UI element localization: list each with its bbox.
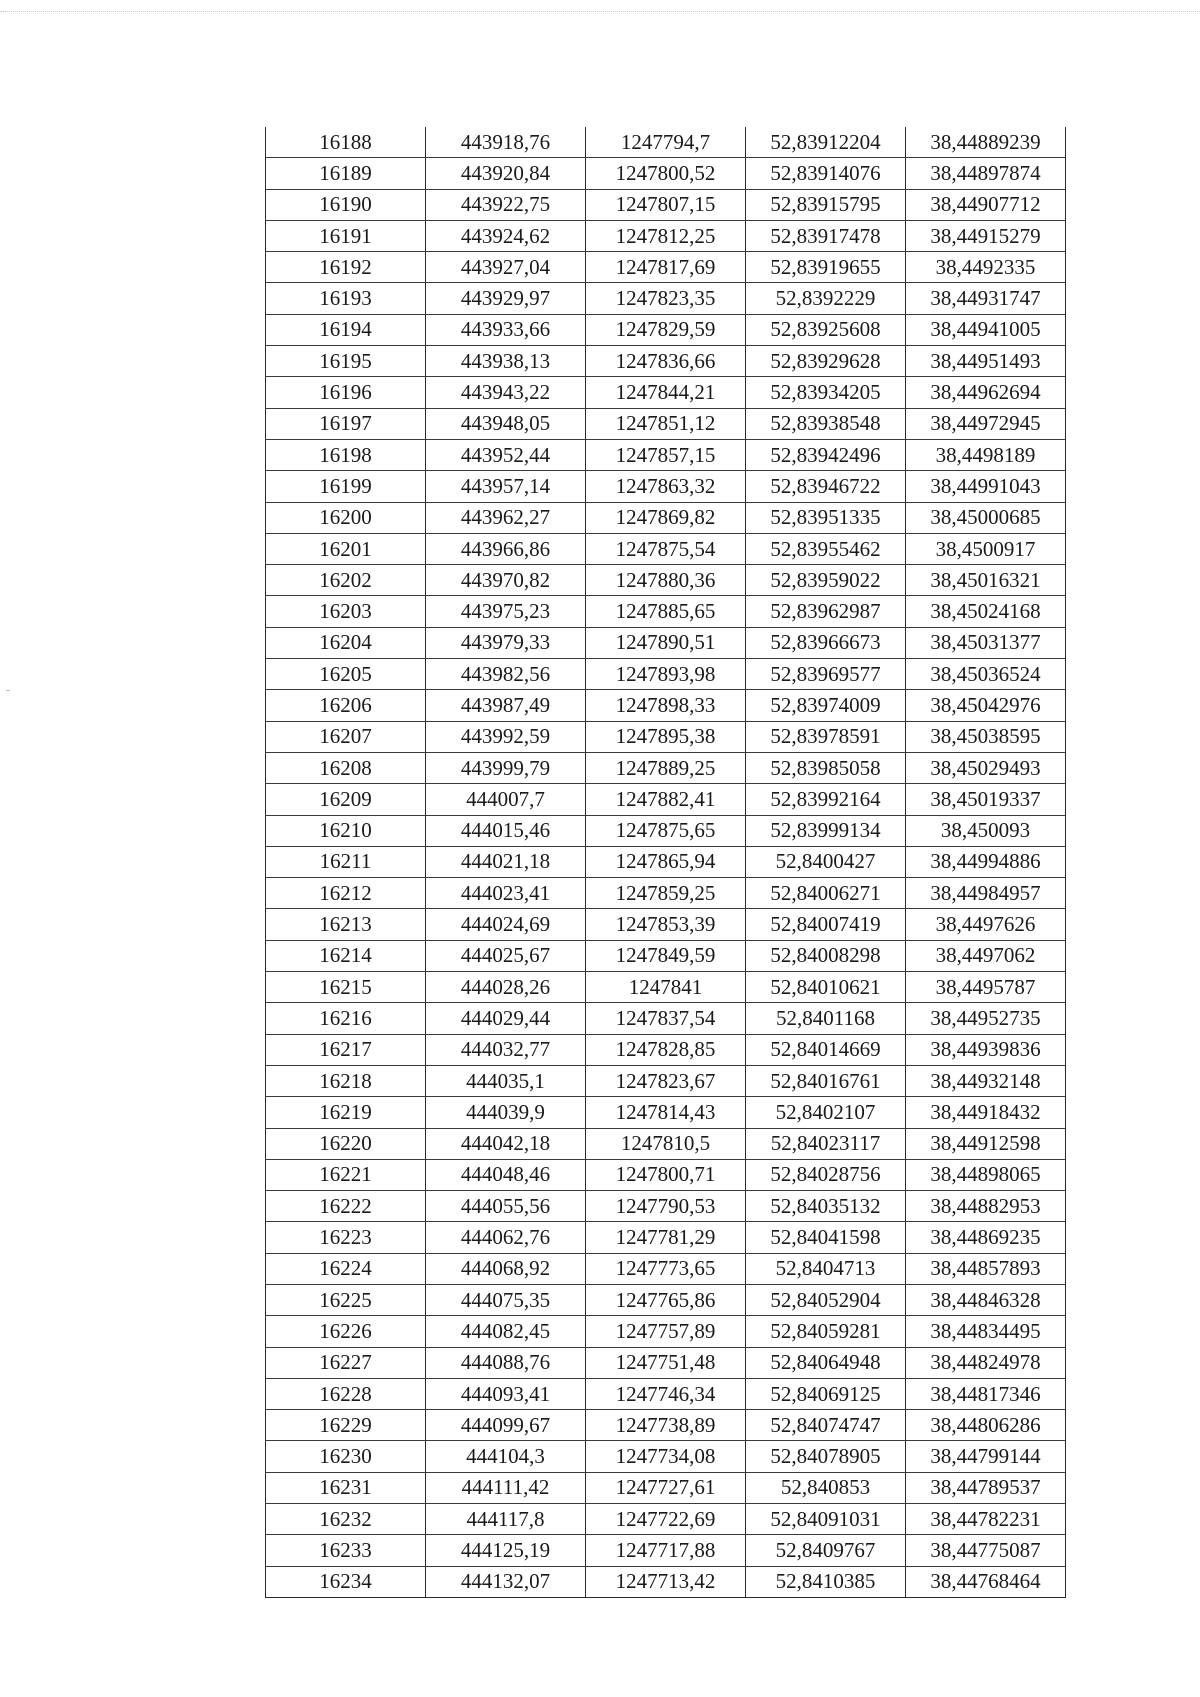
latitude-cell: 52,8410385 xyxy=(746,1566,906,1597)
y-coordinate-cell: 1247746,34 xyxy=(586,1378,746,1409)
y-coordinate-cell: 1247880,36 xyxy=(586,565,746,596)
point-number-cell: 16192 xyxy=(266,252,426,283)
longitude-cell: 38,4500917 xyxy=(906,533,1066,564)
latitude-cell: 52,84035132 xyxy=(746,1191,906,1222)
latitude-cell: 52,83985058 xyxy=(746,752,906,783)
point-number-cell: 16225 xyxy=(266,1284,426,1315)
y-coordinate-cell: 1247895,38 xyxy=(586,721,746,752)
longitude-cell: 38,4497626 xyxy=(906,909,1066,940)
table-row xyxy=(266,784,1066,815)
latitude-cell: 52,84006271 xyxy=(746,878,906,909)
y-coordinate-cell: 1247844,21 xyxy=(586,377,746,408)
table-row xyxy=(266,909,1066,940)
y-coordinate-cell: 1247717,88 xyxy=(586,1535,746,1566)
table-row xyxy=(266,1034,1066,1065)
longitude-cell: 38,44782231 xyxy=(906,1504,1066,1535)
latitude-cell: 52,840853 xyxy=(746,1472,906,1503)
point-number-cell: 16200 xyxy=(266,502,426,533)
longitude-cell: 38,44857893 xyxy=(906,1253,1066,1284)
table-row xyxy=(266,659,1066,690)
point-number-cell: 16215 xyxy=(266,972,426,1003)
y-coordinate-cell: 1247863,32 xyxy=(586,471,746,502)
y-coordinate-cell: 1247807,15 xyxy=(586,189,746,220)
y-coordinate-cell: 1247817,69 xyxy=(586,252,746,283)
y-coordinate-cell: 1247898,33 xyxy=(586,690,746,721)
longitude-cell: 38,44834495 xyxy=(906,1316,1066,1347)
point-number-cell: 16222 xyxy=(266,1191,426,1222)
x-coordinate-cell: 443918,76 xyxy=(426,127,586,158)
point-number-cell: 16189 xyxy=(266,158,426,189)
scan-edge-line xyxy=(0,11,1200,12)
point-number-cell: 16226 xyxy=(266,1316,426,1347)
point-number-cell: 16199 xyxy=(266,471,426,502)
table-row xyxy=(266,1003,1066,1034)
longitude-cell: 38,44768464 xyxy=(906,1566,1066,1597)
x-coordinate-cell: 443975,23 xyxy=(426,596,586,627)
table-row xyxy=(266,596,1066,627)
x-coordinate-cell: 444111,42 xyxy=(426,1472,586,1503)
table-row xyxy=(266,220,1066,251)
y-coordinate-cell: 1247851,12 xyxy=(586,408,746,439)
table-row xyxy=(266,283,1066,314)
y-coordinate-cell: 1247765,86 xyxy=(586,1284,746,1315)
point-number-cell: 16223 xyxy=(266,1222,426,1253)
point-number-cell: 16188 xyxy=(266,127,426,158)
longitude-cell: 38,44789537 xyxy=(906,1472,1066,1503)
y-coordinate-cell: 1247893,98 xyxy=(586,659,746,690)
x-coordinate-cell: 443992,59 xyxy=(426,721,586,752)
x-coordinate-cell: 443962,27 xyxy=(426,502,586,533)
y-coordinate-cell: 1247757,89 xyxy=(586,1316,746,1347)
table-row xyxy=(266,721,1066,752)
table-row xyxy=(266,1378,1066,1409)
y-coordinate-cell: 1247794,7 xyxy=(586,127,746,158)
latitude-cell: 52,84016761 xyxy=(746,1065,906,1096)
longitude-cell: 38,45031377 xyxy=(906,627,1066,658)
table-row xyxy=(266,1159,1066,1190)
longitude-cell: 38,45038595 xyxy=(906,721,1066,752)
longitude-cell: 38,44994886 xyxy=(906,846,1066,877)
latitude-cell: 52,83999134 xyxy=(746,815,906,846)
longitude-cell: 38,44817346 xyxy=(906,1378,1066,1409)
table-row xyxy=(266,1504,1066,1535)
x-coordinate-cell: 443920,84 xyxy=(426,158,586,189)
latitude-cell: 52,83992164 xyxy=(746,784,906,815)
table-row xyxy=(266,1347,1066,1378)
longitude-cell: 38,4492335 xyxy=(906,252,1066,283)
x-coordinate-cell: 444068,92 xyxy=(426,1253,586,1284)
x-coordinate-cell: 444125,19 xyxy=(426,1535,586,1566)
y-coordinate-cell: 1247849,59 xyxy=(586,940,746,971)
table-row xyxy=(266,1222,1066,1253)
table-row xyxy=(266,502,1066,533)
x-coordinate-cell: 443924,62 xyxy=(426,220,586,251)
longitude-cell: 38,44869235 xyxy=(906,1222,1066,1253)
x-coordinate-cell: 444132,07 xyxy=(426,1566,586,1597)
latitude-cell: 52,84074747 xyxy=(746,1410,906,1441)
point-number-cell: 16230 xyxy=(266,1441,426,1472)
longitude-cell: 38,45024168 xyxy=(906,596,1066,627)
latitude-cell: 52,83938548 xyxy=(746,408,906,439)
table-row xyxy=(266,1441,1066,1472)
table-row xyxy=(266,533,1066,564)
longitude-cell: 38,44806286 xyxy=(906,1410,1066,1441)
coordinates-table xyxy=(265,127,1066,1598)
y-coordinate-cell: 1247800,52 xyxy=(586,158,746,189)
point-number-cell: 16209 xyxy=(266,784,426,815)
point-number-cell: 16194 xyxy=(266,314,426,345)
point-number-cell: 16224 xyxy=(266,1253,426,1284)
point-number-cell: 16232 xyxy=(266,1504,426,1535)
point-number-cell: 16211 xyxy=(266,846,426,877)
y-coordinate-cell: 1247727,61 xyxy=(586,1472,746,1503)
longitude-cell: 38,44962694 xyxy=(906,377,1066,408)
latitude-cell: 52,83934205 xyxy=(746,377,906,408)
point-number-cell: 16219 xyxy=(266,1097,426,1128)
latitude-cell: 52,84052904 xyxy=(746,1284,906,1315)
longitude-cell: 38,450093 xyxy=(906,815,1066,846)
x-coordinate-cell: 444029,44 xyxy=(426,1003,586,1034)
point-number-cell: 16233 xyxy=(266,1535,426,1566)
point-number-cell: 16217 xyxy=(266,1034,426,1065)
latitude-cell: 52,8400427 xyxy=(746,846,906,877)
longitude-cell: 38,44939836 xyxy=(906,1034,1066,1065)
longitude-cell: 38,44799144 xyxy=(906,1441,1066,1472)
table-row xyxy=(266,627,1066,658)
y-coordinate-cell: 1247722,69 xyxy=(586,1504,746,1535)
longitude-cell: 38,45036524 xyxy=(906,659,1066,690)
table-row xyxy=(266,1097,1066,1128)
x-coordinate-cell: 444035,1 xyxy=(426,1065,586,1096)
y-coordinate-cell: 1247890,51 xyxy=(586,627,746,658)
longitude-cell: 38,44897874 xyxy=(906,158,1066,189)
latitude-cell: 52,83919655 xyxy=(746,252,906,283)
y-coordinate-cell: 1247823,35 xyxy=(586,283,746,314)
point-number-cell: 16212 xyxy=(266,878,426,909)
table-row xyxy=(266,377,1066,408)
table-row xyxy=(266,408,1066,439)
y-coordinate-cell: 1247800,71 xyxy=(586,1159,746,1190)
y-coordinate-cell: 1247882,41 xyxy=(586,784,746,815)
table-row xyxy=(266,752,1066,783)
table-row xyxy=(266,189,1066,220)
y-coordinate-cell: 1247814,43 xyxy=(586,1097,746,1128)
longitude-cell: 38,44846328 xyxy=(906,1284,1066,1315)
table-row xyxy=(266,878,1066,909)
longitude-cell: 38,44952735 xyxy=(906,1003,1066,1034)
latitude-cell: 52,83955462 xyxy=(746,533,906,564)
longitude-cell: 38,44898065 xyxy=(906,1159,1066,1190)
document-page-content xyxy=(265,127,1065,1598)
point-number-cell: 16214 xyxy=(266,940,426,971)
x-coordinate-cell: 443933,66 xyxy=(426,314,586,345)
x-coordinate-cell: 443927,04 xyxy=(426,252,586,283)
longitude-cell: 38,45016321 xyxy=(906,565,1066,596)
y-coordinate-cell: 1247885,65 xyxy=(586,596,746,627)
latitude-cell: 52,83946722 xyxy=(746,471,906,502)
point-number-cell: 16210 xyxy=(266,815,426,846)
x-coordinate-cell: 444039,9 xyxy=(426,1097,586,1128)
point-number-cell: 16198 xyxy=(266,439,426,470)
latitude-cell: 52,83962987 xyxy=(746,596,906,627)
longitude-cell: 38,44775087 xyxy=(906,1535,1066,1566)
latitude-cell: 52,83915795 xyxy=(746,189,906,220)
y-coordinate-cell: 1247857,15 xyxy=(586,439,746,470)
x-coordinate-cell: 444015,46 xyxy=(426,815,586,846)
point-number-cell: 16208 xyxy=(266,752,426,783)
point-number-cell: 16234 xyxy=(266,1566,426,1597)
x-coordinate-cell: 443970,82 xyxy=(426,565,586,596)
longitude-cell: 38,45042976 xyxy=(906,690,1066,721)
y-coordinate-cell: 1247781,29 xyxy=(586,1222,746,1253)
table-row xyxy=(266,940,1066,971)
latitude-cell: 52,84010621 xyxy=(746,972,906,1003)
y-coordinate-cell: 1247810,5 xyxy=(586,1128,746,1159)
table-row xyxy=(266,1472,1066,1503)
latitude-cell: 52,8402107 xyxy=(746,1097,906,1128)
x-coordinate-cell: 444075,35 xyxy=(426,1284,586,1315)
x-coordinate-cell: 444055,56 xyxy=(426,1191,586,1222)
latitude-cell: 52,83978591 xyxy=(746,721,906,752)
x-coordinate-cell: 443952,44 xyxy=(426,439,586,470)
point-number-cell: 16213 xyxy=(266,909,426,940)
point-number-cell: 16195 xyxy=(266,346,426,377)
y-coordinate-cell: 1247875,65 xyxy=(586,815,746,846)
y-coordinate-cell: 1247812,25 xyxy=(586,220,746,251)
latitude-cell: 52,83942496 xyxy=(746,439,906,470)
longitude-cell: 38,44984957 xyxy=(906,878,1066,909)
table-row xyxy=(266,1065,1066,1096)
longitude-cell: 38,44972945 xyxy=(906,408,1066,439)
latitude-cell: 52,83966673 xyxy=(746,627,906,658)
point-number-cell: 16216 xyxy=(266,1003,426,1034)
x-coordinate-cell: 443982,56 xyxy=(426,659,586,690)
table-row xyxy=(266,1284,1066,1315)
x-coordinate-cell: 444104,3 xyxy=(426,1441,586,1472)
longitude-cell: 38,44882953 xyxy=(906,1191,1066,1222)
point-number-cell: 16227 xyxy=(266,1347,426,1378)
y-coordinate-cell: 1247738,89 xyxy=(586,1410,746,1441)
point-number-cell: 16231 xyxy=(266,1472,426,1503)
longitude-cell: 38,44951493 xyxy=(906,346,1066,377)
y-coordinate-cell: 1247773,65 xyxy=(586,1253,746,1284)
latitude-cell: 52,84023117 xyxy=(746,1128,906,1159)
latitude-cell: 52,84069125 xyxy=(746,1378,906,1409)
x-coordinate-cell: 443979,33 xyxy=(426,627,586,658)
latitude-cell: 52,83951335 xyxy=(746,502,906,533)
latitude-cell: 52,8392229 xyxy=(746,283,906,314)
x-coordinate-cell: 444048,46 xyxy=(426,1159,586,1190)
y-coordinate-cell: 1247713,42 xyxy=(586,1566,746,1597)
y-coordinate-cell: 1247790,53 xyxy=(586,1191,746,1222)
latitude-cell: 52,84078905 xyxy=(746,1441,906,1472)
latitude-cell: 52,84064948 xyxy=(746,1347,906,1378)
longitude-cell: 38,4497062 xyxy=(906,940,1066,971)
point-number-cell: 16190 xyxy=(266,189,426,220)
x-coordinate-cell: 443943,22 xyxy=(426,377,586,408)
x-coordinate-cell: 443966,86 xyxy=(426,533,586,564)
coordinates-table-body xyxy=(266,127,1066,1597)
latitude-cell: 52,84059281 xyxy=(746,1316,906,1347)
y-coordinate-cell: 1247869,82 xyxy=(586,502,746,533)
x-coordinate-cell: 443957,14 xyxy=(426,471,586,502)
table-row xyxy=(266,690,1066,721)
table-row xyxy=(266,1253,1066,1284)
y-coordinate-cell: 1247829,59 xyxy=(586,314,746,345)
table-row xyxy=(266,972,1066,1003)
x-coordinate-cell: 443938,13 xyxy=(426,346,586,377)
x-coordinate-cell: 443929,97 xyxy=(426,283,586,314)
longitude-cell: 38,4495787 xyxy=(906,972,1066,1003)
longitude-cell: 38,45019337 xyxy=(906,784,1066,815)
point-number-cell: 16197 xyxy=(266,408,426,439)
table-row xyxy=(266,314,1066,345)
x-coordinate-cell: 443948,05 xyxy=(426,408,586,439)
latitude-cell: 52,83917478 xyxy=(746,220,906,251)
y-coordinate-cell: 1247823,67 xyxy=(586,1065,746,1096)
point-number-cell: 16221 xyxy=(266,1159,426,1190)
table-row xyxy=(266,471,1066,502)
latitude-cell: 52,8404713 xyxy=(746,1253,906,1284)
point-number-cell: 16218 xyxy=(266,1065,426,1096)
point-number-cell: 16196 xyxy=(266,377,426,408)
latitude-cell: 52,84041598 xyxy=(746,1222,906,1253)
y-coordinate-cell: 1247875,54 xyxy=(586,533,746,564)
latitude-cell: 52,83929628 xyxy=(746,346,906,377)
table-row xyxy=(266,1316,1066,1347)
y-coordinate-cell: 1247836,66 xyxy=(586,346,746,377)
latitude-cell: 52,83974009 xyxy=(746,690,906,721)
x-coordinate-cell: 444042,18 xyxy=(426,1128,586,1159)
point-number-cell: 16220 xyxy=(266,1128,426,1159)
latitude-cell: 52,8409767 xyxy=(746,1535,906,1566)
x-coordinate-cell: 444024,69 xyxy=(426,909,586,940)
table-row xyxy=(266,846,1066,877)
point-number-cell: 16207 xyxy=(266,721,426,752)
latitude-cell: 52,83914076 xyxy=(746,158,906,189)
point-number-cell: 16201 xyxy=(266,533,426,564)
x-coordinate-cell: 444032,77 xyxy=(426,1034,586,1065)
y-coordinate-cell: 1247853,39 xyxy=(586,909,746,940)
y-coordinate-cell: 1247889,25 xyxy=(586,752,746,783)
longitude-cell: 38,44915279 xyxy=(906,220,1066,251)
table-row xyxy=(266,565,1066,596)
table-row xyxy=(266,1535,1066,1566)
table-row xyxy=(266,1566,1066,1597)
point-number-cell: 16205 xyxy=(266,659,426,690)
point-number-cell: 16228 xyxy=(266,1378,426,1409)
longitude-cell: 38,44889239 xyxy=(906,127,1066,158)
y-coordinate-cell: 1247734,08 xyxy=(586,1441,746,1472)
point-number-cell: 16202 xyxy=(266,565,426,596)
y-coordinate-cell: 1247859,25 xyxy=(586,878,746,909)
table-row xyxy=(266,127,1066,158)
point-number-cell: 16203 xyxy=(266,596,426,627)
point-number-cell: 16193 xyxy=(266,283,426,314)
table-row xyxy=(266,439,1066,470)
x-coordinate-cell: 444099,67 xyxy=(426,1410,586,1441)
longitude-cell: 38,44991043 xyxy=(906,471,1066,502)
latitude-cell: 52,83912204 xyxy=(746,127,906,158)
latitude-cell: 52,84028756 xyxy=(746,1159,906,1190)
table-row xyxy=(266,815,1066,846)
x-coordinate-cell: 444021,18 xyxy=(426,846,586,877)
latitude-cell: 52,84007419 xyxy=(746,909,906,940)
latitude-cell: 52,8401168 xyxy=(746,1003,906,1034)
latitude-cell: 52,84008298 xyxy=(746,940,906,971)
x-coordinate-cell: 443987,49 xyxy=(426,690,586,721)
point-number-cell: 16204 xyxy=(266,627,426,658)
table-row xyxy=(266,158,1066,189)
y-coordinate-cell: 1247841 xyxy=(586,972,746,1003)
latitude-cell: 52,83969577 xyxy=(746,659,906,690)
x-coordinate-cell: 444007,7 xyxy=(426,784,586,815)
longitude-cell: 38,44912598 xyxy=(906,1128,1066,1159)
x-coordinate-cell: 444117,8 xyxy=(426,1504,586,1535)
table-row xyxy=(266,1191,1066,1222)
y-coordinate-cell: 1247837,54 xyxy=(586,1003,746,1034)
scan-speck xyxy=(6,690,10,691)
longitude-cell: 38,45029493 xyxy=(906,752,1066,783)
longitude-cell: 38,44932148 xyxy=(906,1065,1066,1096)
x-coordinate-cell: 443922,75 xyxy=(426,189,586,220)
longitude-cell: 38,44918432 xyxy=(906,1097,1066,1128)
longitude-cell: 38,4498189 xyxy=(906,439,1066,470)
longitude-cell: 38,44824978 xyxy=(906,1347,1066,1378)
x-coordinate-cell: 444025,67 xyxy=(426,940,586,971)
point-number-cell: 16191 xyxy=(266,220,426,251)
latitude-cell: 52,84014669 xyxy=(746,1034,906,1065)
longitude-cell: 38,44931747 xyxy=(906,283,1066,314)
y-coordinate-cell: 1247828,85 xyxy=(586,1034,746,1065)
x-coordinate-cell: 444082,45 xyxy=(426,1316,586,1347)
table-row xyxy=(266,1128,1066,1159)
y-coordinate-cell: 1247865,94 xyxy=(586,846,746,877)
table-row xyxy=(266,1410,1066,1441)
x-coordinate-cell: 444088,76 xyxy=(426,1347,586,1378)
x-coordinate-cell: 444028,26 xyxy=(426,972,586,1003)
x-coordinate-cell: 443999,79 xyxy=(426,752,586,783)
x-coordinate-cell: 444093,41 xyxy=(426,1378,586,1409)
table-row xyxy=(266,252,1066,283)
x-coordinate-cell: 444023,41 xyxy=(426,878,586,909)
point-number-cell: 16229 xyxy=(266,1410,426,1441)
latitude-cell: 52,84091031 xyxy=(746,1504,906,1535)
longitude-cell: 38,45000685 xyxy=(906,502,1066,533)
y-coordinate-cell: 1247751,48 xyxy=(586,1347,746,1378)
longitude-cell: 38,44941005 xyxy=(906,314,1066,345)
latitude-cell: 52,83959022 xyxy=(746,565,906,596)
latitude-cell: 52,83925608 xyxy=(746,314,906,345)
longitude-cell: 38,44907712 xyxy=(906,189,1066,220)
table-row xyxy=(266,346,1066,377)
point-number-cell: 16206 xyxy=(266,690,426,721)
x-coordinate-cell: 444062,76 xyxy=(426,1222,586,1253)
